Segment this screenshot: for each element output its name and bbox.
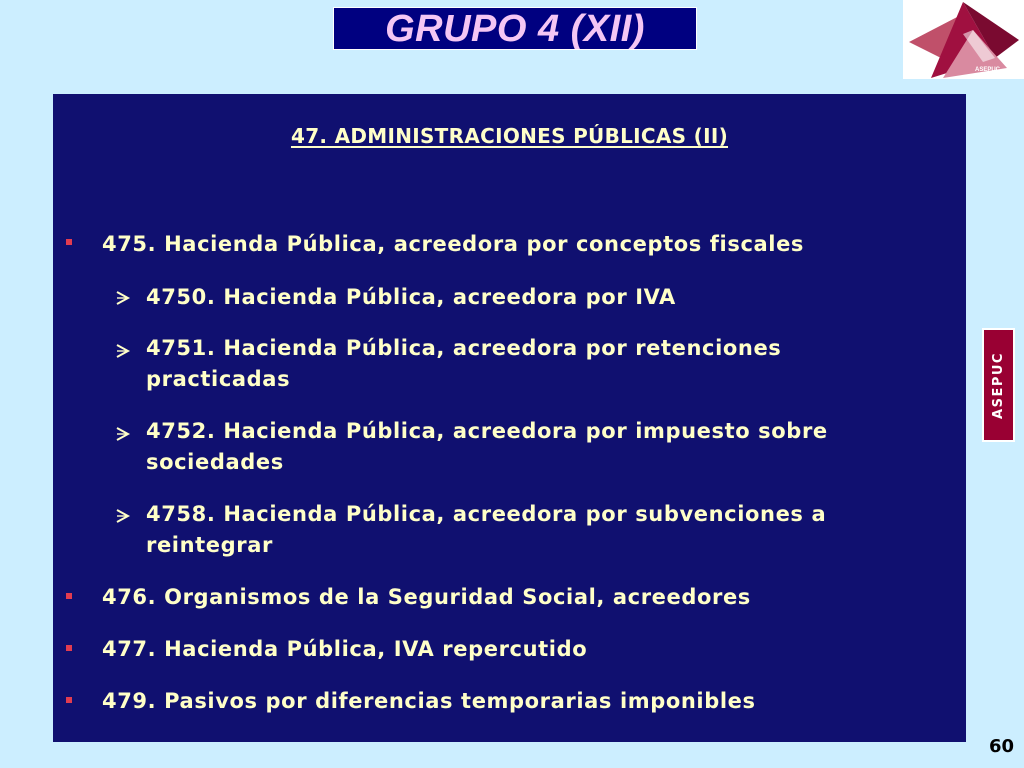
arrow-bullet-icon (115, 426, 131, 442)
list-item: 4758. Hacienda Pública, acreedora por subvenciones a reintegrar (146, 502, 827, 557)
list-item: 475. Hacienda Pública, acreedora por conceptos fiscales (102, 232, 805, 256)
list-item: 4750. Hacienda Pública, acreedora por IVA (146, 285, 676, 309)
asepuc-logo (903, 0, 1024, 79)
slide-title: GRUPO 4 (XII) (385, 7, 645, 50)
list-item: 477. Hacienda Pública, IVA repercutido (102, 637, 588, 661)
list-item: 4751. Hacienda Pública, acreedora por retenciones practicadas (146, 336, 782, 391)
arrow-bullet-icon (115, 508, 131, 524)
list-item: 4752. Hacienda Pública, acreedora por impuesto sobre sociedades (146, 419, 828, 474)
square-bullet-icon (66, 593, 72, 599)
section-heading: 47. ADMINISTRACIONES PÚBLICAS (II) (290, 124, 729, 148)
asepuc-side-badge (982, 328, 1015, 442)
list-item: 476. Organismos de la Seguridad Social, acreedores (102, 585, 751, 609)
side-badge-label: ASEPUC (991, 351, 1006, 419)
arrow-bullet-icon (115, 343, 131, 359)
page-number: 60 (988, 736, 1014, 757)
content-panel (53, 94, 966, 742)
square-bullet-icon (66, 239, 72, 245)
square-bullet-icon (66, 697, 72, 703)
arrow-bullet-icon (115, 290, 131, 306)
logo-text: ASEPUC (975, 67, 1001, 73)
slide-title-box (333, 7, 697, 50)
square-bullet-icon (66, 645, 72, 651)
list-item: 479. Pasivos por diferencias temporarias imponibles (102, 689, 756, 713)
